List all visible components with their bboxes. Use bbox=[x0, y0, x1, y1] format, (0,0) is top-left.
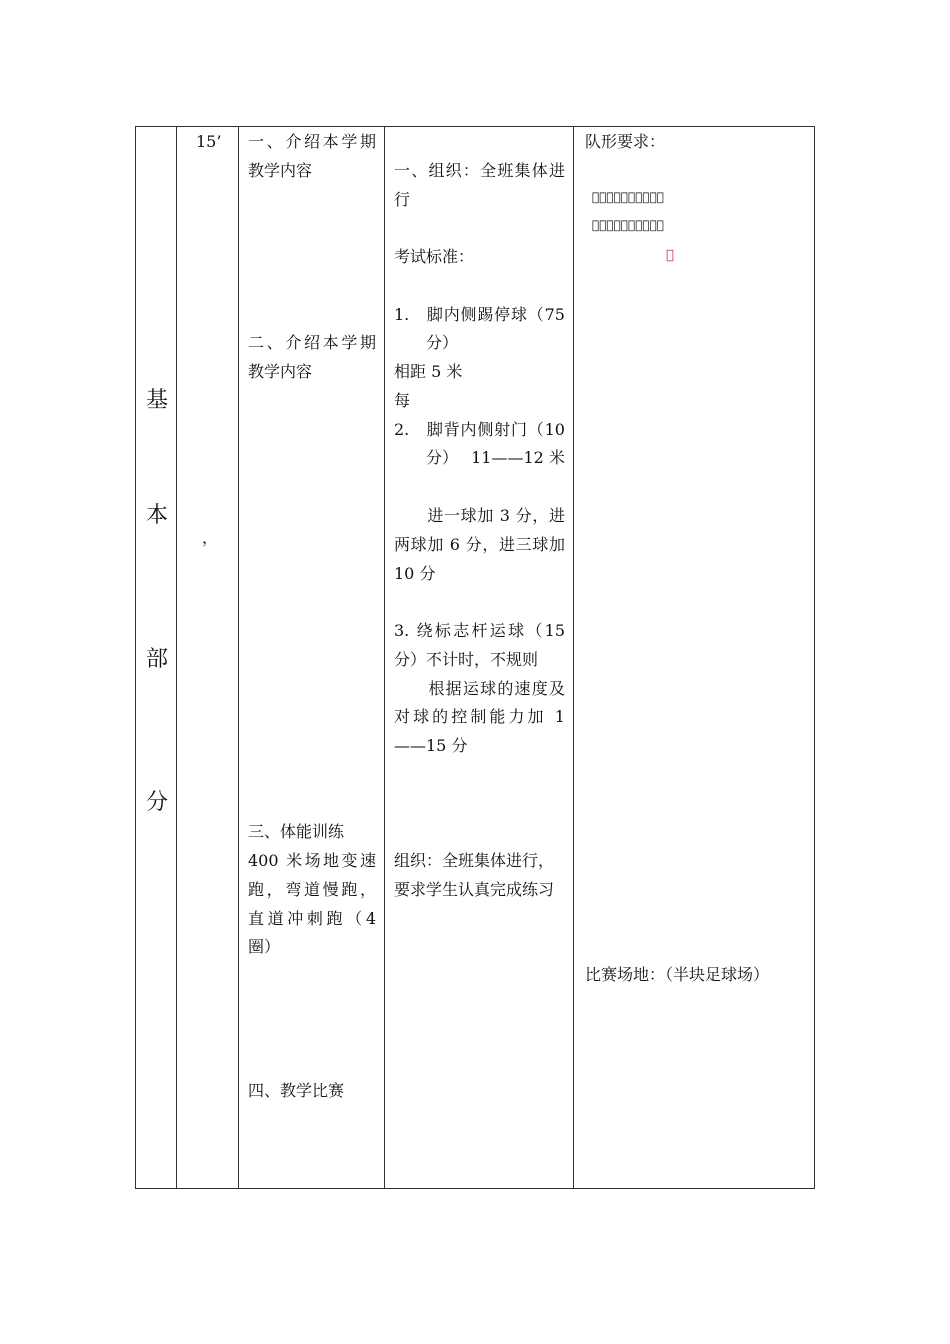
content-item-4: 四、教学比赛 bbox=[248, 1081, 345, 1100]
time-value: 15’ bbox=[196, 132, 222, 151]
content-line: 一、介绍本学期 bbox=[248, 132, 376, 151]
org-line: 每 bbox=[394, 391, 411, 410]
section-label-char: 本 bbox=[146, 503, 169, 528]
column-divider bbox=[384, 127, 385, 1188]
org-line: 相距 5 米 bbox=[394, 362, 463, 381]
org-line: ——15 分 bbox=[394, 736, 468, 755]
formation-row: 􀀀􀀀􀀀􀀀􀀀􀀀􀀀􀀀􀀀􀀀 bbox=[592, 190, 665, 204]
section-label-char: 分 bbox=[146, 790, 169, 815]
org-line: 进一球加 3 分，进 bbox=[394, 506, 565, 525]
field-note: 比赛场地：（半块足球场） bbox=[585, 965, 770, 984]
org-line: 两球加 6 分，进三球加 bbox=[394, 535, 565, 554]
org-line: 分） 11——12 米 bbox=[394, 448, 565, 467]
content-line: 400 米场地变速 bbox=[248, 851, 376, 870]
teacher-mark: 􀀀 bbox=[666, 248, 674, 263]
org-line: 2. 脚背内侧射门（10 bbox=[394, 420, 565, 439]
exam-title: 考试标准： bbox=[394, 247, 475, 266]
content-line: 跑，弯道慢跑， bbox=[248, 880, 376, 899]
content-line: 二、介绍本学期 bbox=[248, 333, 376, 352]
org-line: 1. 脚内侧踢停球（75 bbox=[394, 305, 565, 324]
column-divider bbox=[238, 127, 239, 1188]
content-line: 圈） bbox=[248, 937, 281, 956]
content-line: 三、体能训练 bbox=[248, 822, 345, 841]
content-line: 直道冲刺跑（4 bbox=[248, 909, 376, 928]
org-line: 根据运球的速度及 bbox=[394, 679, 565, 698]
org-line: 分）不计时，不规则 bbox=[394, 650, 539, 669]
content-line: 教学内容 bbox=[248, 161, 313, 180]
org-line: 一、组织：全班集体进 bbox=[394, 161, 565, 180]
org-line: 分） bbox=[394, 333, 459, 352]
formation-row: 􀀀􀀀􀀀􀀀􀀀􀀀􀀀􀀀􀀀􀀀 bbox=[592, 218, 665, 232]
org-line: 行 bbox=[394, 190, 411, 209]
column-divider bbox=[573, 127, 574, 1188]
org-line: 要求学生认真完成练习 bbox=[394, 880, 555, 899]
org-line: 对球的控制能力加 1 bbox=[394, 707, 565, 726]
org-line: 10 分 bbox=[394, 564, 436, 583]
time-mark: ， bbox=[202, 528, 219, 547]
content-line: 教学内容 bbox=[248, 362, 313, 381]
section-label-char: 部 bbox=[146, 647, 169, 672]
org-line: 组织：全班集体进行， bbox=[394, 851, 555, 870]
org-line: 3. 绕标志杆运球（15 bbox=[394, 621, 565, 640]
section-label-char: 基 bbox=[146, 388, 169, 413]
lesson-table bbox=[135, 126, 815, 1189]
column-divider bbox=[176, 127, 177, 1188]
formation-title: 队形要求： bbox=[585, 132, 666, 151]
